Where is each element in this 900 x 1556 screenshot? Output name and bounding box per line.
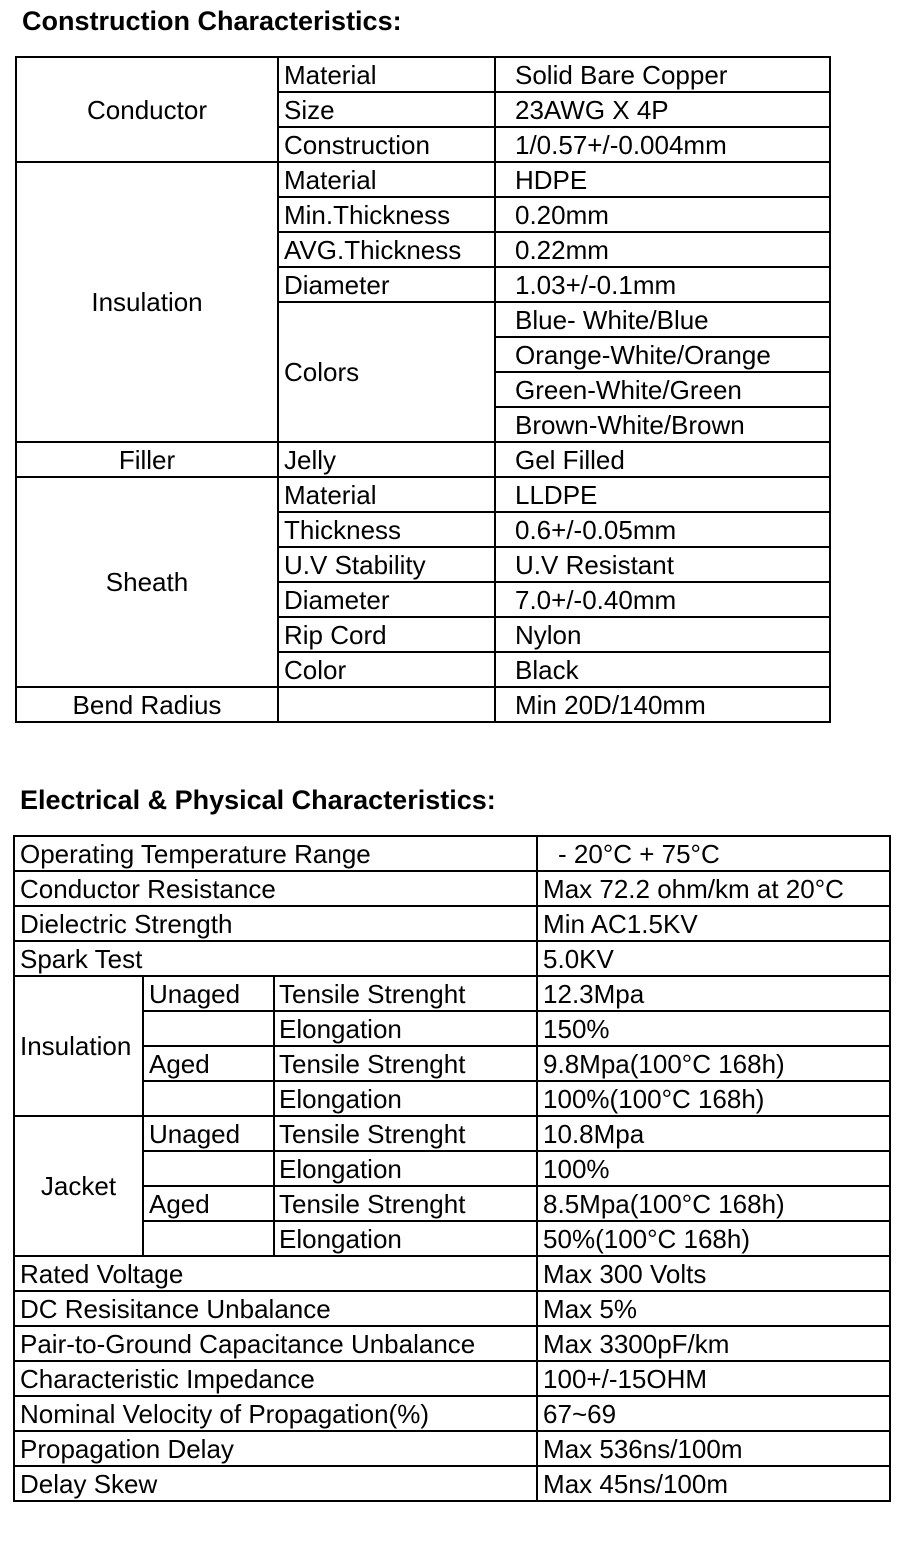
construction-heading: Construction Characteristics:: [22, 6, 402, 36]
table-row: [14, 1256, 890, 1291]
property-cell: Rip Cord: [278, 617, 495, 652]
value-cell: 100+/-15OHM: [537, 1361, 890, 1396]
property-cell: Jelly: [278, 442, 495, 477]
value-cell: HDPE: [495, 162, 830, 197]
value-cell: Orange-White/Orange: [495, 337, 830, 372]
value-cell: 100%(100°C 168h): [537, 1081, 890, 1116]
label-cell: Spark Test: [14, 941, 537, 976]
table-row: [14, 1326, 890, 1361]
value-cell: Max 300 Volts: [537, 1256, 890, 1291]
property-cell: [278, 687, 495, 722]
label-cell: Pair-to-Ground Capacitance Unbalance: [14, 1326, 537, 1361]
property-cell: Tensile Strenght: [274, 1116, 537, 1151]
property-cell: Color: [278, 652, 495, 687]
table-row: [14, 906, 890, 941]
property-cell: Min.Thickness: [278, 197, 495, 232]
group-label-jacket: Jacket: [14, 1116, 143, 1256]
value-cell: Brown-White/Brown: [495, 407, 830, 442]
value-cell: 50%(100°C 168h): [537, 1221, 890, 1256]
electrical-table: [13, 835, 891, 1502]
table-row: [16, 687, 830, 722]
table-row: [14, 941, 890, 976]
value-cell: LLDPE: [495, 477, 830, 512]
condition-label: Unaged: [143, 976, 274, 1011]
property-cell: AVG.Thickness: [278, 232, 495, 267]
group-label-conductor: Conductor: [16, 57, 278, 162]
property-cell: Diameter: [278, 582, 495, 617]
condition-blank: [143, 1011, 274, 1046]
value-cell: 23AWG X 4P: [495, 92, 830, 127]
value-cell: Gel Filled: [495, 442, 830, 477]
value-cell: Max 72.2 ohm/km at 20°C: [537, 871, 890, 906]
value-cell: Nylon: [495, 617, 830, 652]
label-cell: Delay Skew: [14, 1466, 537, 1501]
table-row: [14, 1431, 890, 1466]
table-row: [14, 1186, 890, 1221]
condition-blank: [143, 1081, 274, 1116]
table-row: [16, 477, 830, 512]
property-cell: Material: [278, 162, 495, 197]
value-cell: 12.3Mpa: [537, 976, 890, 1011]
value-cell: Max 5%: [537, 1291, 890, 1326]
table-row: [14, 1081, 890, 1116]
group-label-insulation: Insulation: [16, 162, 278, 442]
group-label-filler: Filler: [16, 442, 278, 477]
value-cell: Green-White/Green: [495, 372, 830, 407]
table-row: [16, 57, 830, 92]
value-cell: Solid Bare Copper: [495, 57, 830, 92]
property-cell: Tensile Strenght: [274, 1186, 537, 1221]
value-cell: 150%: [537, 1011, 890, 1046]
value-cell: 0.6+/-0.05mm: [495, 512, 830, 547]
label-cell: DC Resisitance Unbalance: [14, 1291, 537, 1326]
table-row: [14, 1151, 890, 1186]
table-row: [14, 1011, 890, 1046]
condition-label: Aged: [143, 1046, 274, 1081]
table-row: [14, 1396, 890, 1431]
property-cell-colors: Colors: [278, 302, 495, 442]
table-row: [14, 1116, 890, 1151]
value-cell: Min AC1.5KV: [537, 906, 890, 941]
property-cell: Diameter: [278, 267, 495, 302]
table-row: [14, 1046, 890, 1081]
value-cell: 100%: [537, 1151, 890, 1186]
property-cell: Size: [278, 92, 495, 127]
condition-label: Unaged: [143, 1116, 274, 1151]
property-cell: Thickness: [278, 512, 495, 547]
property-cell: Tensile Strenght: [274, 1046, 537, 1081]
label-cell: Operating Temperature Range: [14, 836, 537, 871]
property-cell: Material: [278, 57, 495, 92]
value-cell: 1/0.57+/-0.004mm: [495, 127, 830, 162]
label-cell: Dielectric Strength: [14, 906, 537, 941]
label-cell: Conductor Resistance: [14, 871, 537, 906]
table-row: [16, 442, 830, 477]
table-row: [14, 1466, 890, 1501]
value-cell: 67~69: [537, 1396, 890, 1431]
value-cell: 8.5Mpa(100°C 168h): [537, 1186, 890, 1221]
value-cell: U.V Resistant: [495, 547, 830, 582]
value-cell: 5.0KV: [537, 941, 890, 976]
property-cell: Elongation: [274, 1221, 537, 1256]
value-cell: Max 3300pF/km: [537, 1326, 890, 1361]
value-cell: 0.20mm: [495, 197, 830, 232]
table-row: [14, 1291, 890, 1326]
table-row: [14, 976, 890, 1011]
table-row: [14, 871, 890, 906]
property-cell: U.V Stability: [278, 547, 495, 582]
condition-label: Aged: [143, 1186, 274, 1221]
value-cell: 7.0+/-0.40mm: [495, 582, 830, 617]
table-row: [16, 162, 830, 197]
property-cell: Tensile Strenght: [274, 976, 537, 1011]
property-cell: Material: [278, 477, 495, 512]
group-label-insulation: Insulation: [14, 976, 143, 1116]
label-cell: Characteristic Impedance: [14, 1361, 537, 1396]
label-cell: Rated Voltage: [14, 1256, 537, 1291]
value-cell: Min 20D/140mm: [495, 687, 830, 722]
value-cell: 1.03+/-0.1mm: [495, 267, 830, 302]
value-cell: Blue- White/Blue: [495, 302, 830, 337]
value-cell: 10.8Mpa: [537, 1116, 890, 1151]
condition-blank: [143, 1221, 274, 1256]
value-cell: Max 536ns/100m: [537, 1431, 890, 1466]
value-cell: Black: [495, 652, 830, 687]
property-cell: Elongation: [274, 1011, 537, 1046]
condition-blank: [143, 1151, 274, 1186]
value-cell: - 20°C + 75°C: [537, 836, 890, 871]
property-cell: Elongation: [274, 1151, 537, 1186]
property-cell: Construction: [278, 127, 495, 162]
group-label-sheath: Sheath: [16, 477, 278, 687]
table-row: [14, 836, 890, 871]
electrical-heading: Electrical & Physical Characteristics:: [20, 785, 496, 815]
property-cell: Elongation: [274, 1081, 537, 1116]
label-cell: Nominal Velocity of Propagation(%): [14, 1396, 537, 1431]
table-row: [14, 1221, 890, 1256]
construction-table: [15, 56, 831, 723]
value-cell: 9.8Mpa(100°C 168h): [537, 1046, 890, 1081]
value-cell: Max 45ns/100m: [537, 1466, 890, 1501]
table-row: [14, 1361, 890, 1396]
value-cell: 0.22mm: [495, 232, 830, 267]
label-cell: Propagation Delay: [14, 1431, 537, 1466]
group-label-bend-radius: Bend Radius: [16, 687, 278, 722]
